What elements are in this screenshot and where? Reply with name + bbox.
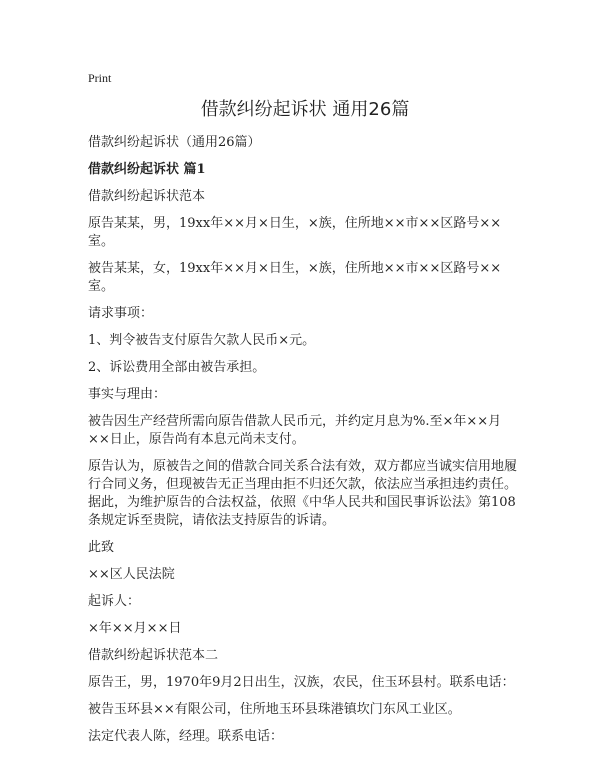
paragraph: 起诉人： xyxy=(88,594,141,609)
paragraph: 原告某某，男，19xx年××月×日生，×族，住所地××市××区路号××室。 xyxy=(88,216,502,249)
document-page xyxy=(88,70,522,755)
paragraph: 此致 xyxy=(88,540,115,555)
paragraph: ×年××月××日 xyxy=(88,621,182,636)
print-link[interactable]: Print xyxy=(88,71,112,85)
paragraph: 法定代表人陈，经理。联系电话： xyxy=(88,729,284,744)
paragraph: 借款纠纷起诉状（通用26篇） xyxy=(88,135,261,150)
paragraph: 被告因生产经营所需向原告借款人民币元，并约定月息为%.至×年××月××日止，原告尚有本息元尚未支付。 xyxy=(88,414,502,447)
paragraph: 原告王，男，1970年9月2日出生，汉族，农民，住玉环县村。联系电话： xyxy=(88,675,515,690)
document-title: 借款纠纷起诉状 通用26篇 xyxy=(200,99,410,120)
paragraph: 被告某某，女，19xx年××月×日生，×族，住所地××市××区路号××室。 xyxy=(88,261,502,294)
paragraph: ××区人民法院 xyxy=(88,567,175,582)
paragraph: 原告认为，原被告之间的借款合同关系合法有效，双方都应当诚实信用地履行合同义务，但现被告无正当理由拒不归还欠款，依法应当承担违约责任。据此，为维护原告的合法权益，依照《中华人民共和国民事诉讼法》第108条规定诉至贵院，请依法支持原告的诉请。 xyxy=(88,459,518,528)
paragraph: 借款纠纷起诉状范本二 xyxy=(88,648,219,663)
paragraph: 1、判令被告支付原告欠款人民币×元。 xyxy=(88,333,316,348)
section-heading: 借款纠纷起诉状 篇1 xyxy=(88,162,206,177)
paragraph: 借款纠纷起诉状范本 xyxy=(88,189,206,204)
document-body xyxy=(88,134,522,746)
paragraph: 请求事项： xyxy=(88,306,154,321)
paragraph: 被告玉环县××有限公司，住所地玉环县珠港镇坎门东风工业区。 xyxy=(88,702,461,717)
paragraph: 事实与理由： xyxy=(88,387,167,402)
paragraph: 2、诉讼费用全部由被告承担。 xyxy=(88,360,266,375)
